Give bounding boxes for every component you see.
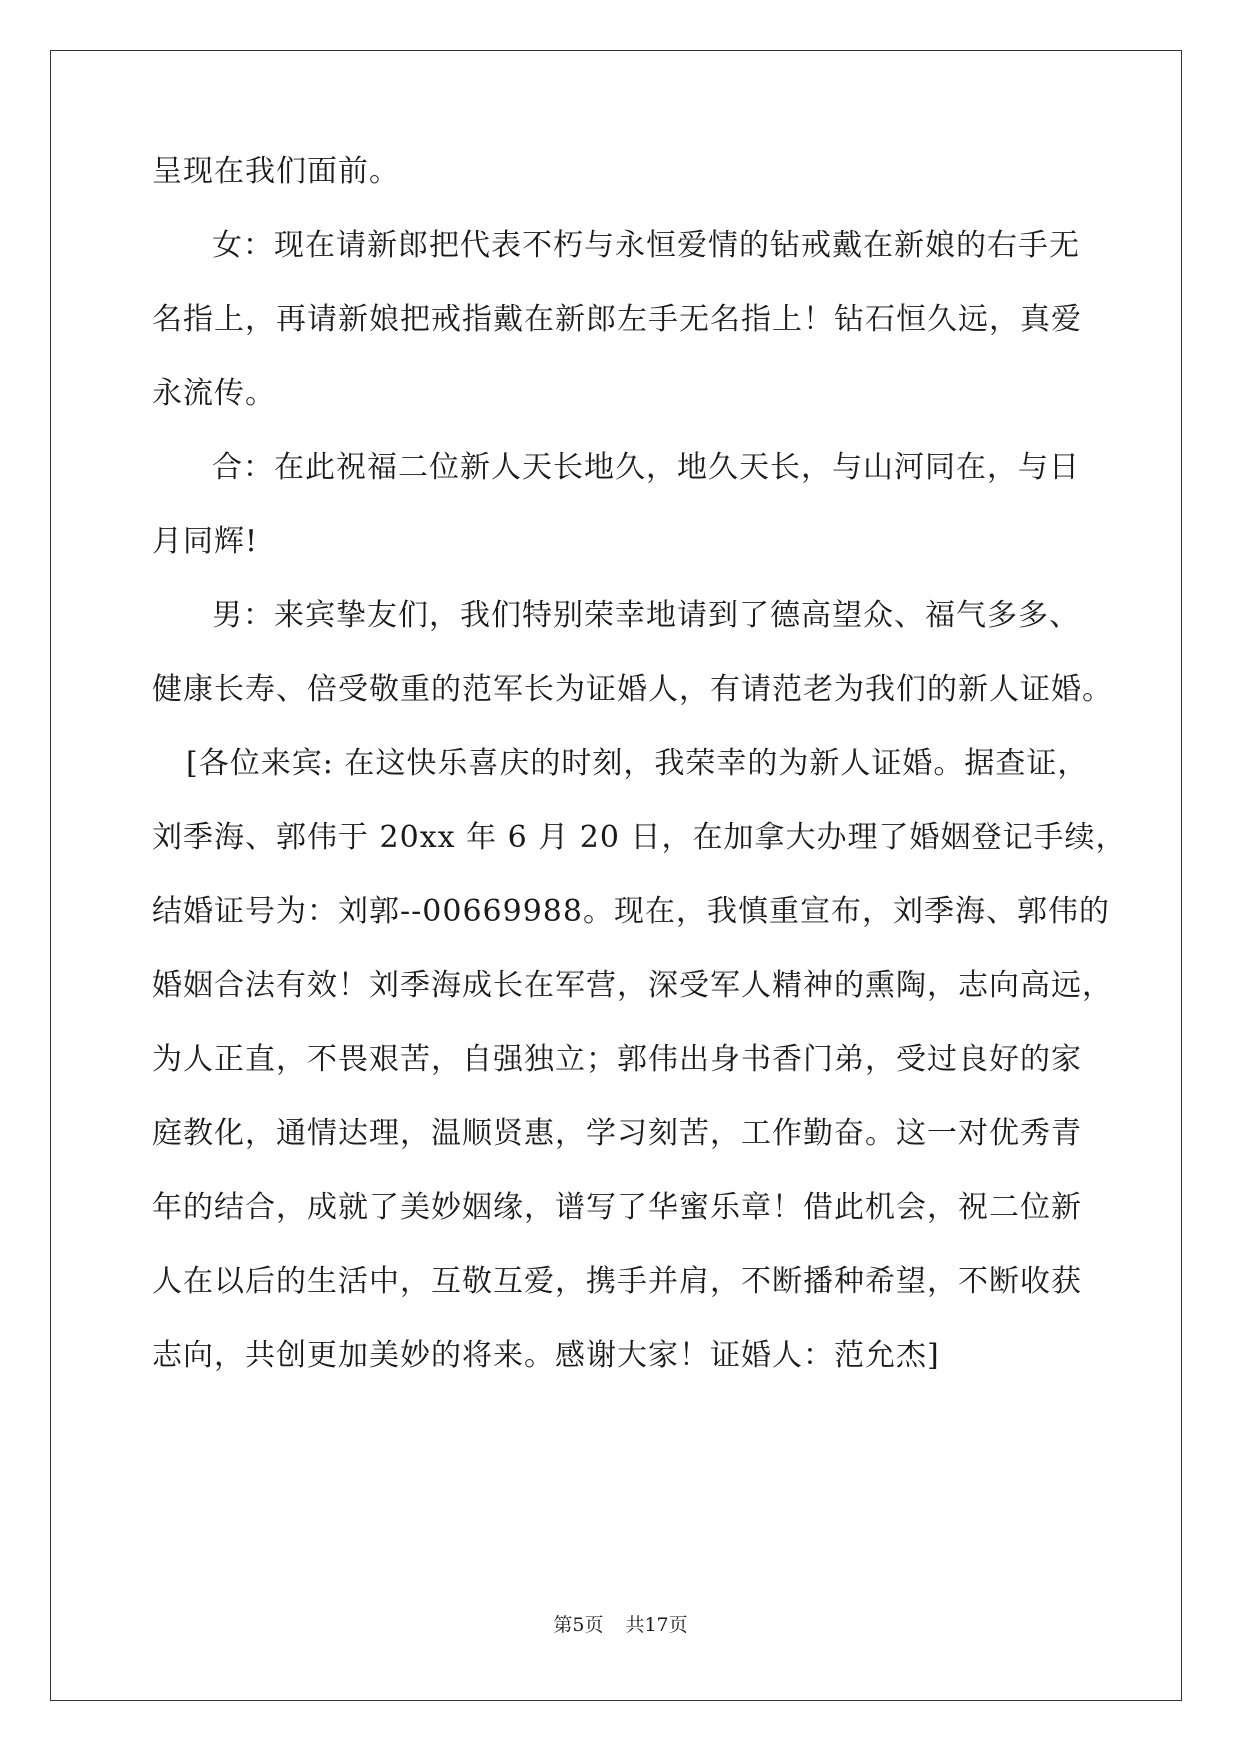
text-line: 永流传。 <box>152 376 276 411</box>
text-line: 合：在此祝福二位新人天长地久，地久天长，与山河同在，与日 <box>212 450 1080 485</box>
text-line: 刘季海、郭伟于 20xx 年 6 月 20 日，在加拿大办理了婚姻登记手续， <box>152 820 1127 855</box>
text-line: 婚姻合法有效！刘季海成长在军营，深受军人精神的熏陶，志向高远， <box>152 968 1113 1003</box>
page-border <box>50 50 1182 1701</box>
page-footer <box>0 1610 1241 1637</box>
text-line: 名指上，再请新娘把戒指戴在新郎左手无名指上！钻石恒久远，真爱 <box>152 302 1082 337</box>
text-line: 女：现在请新郎把代表不朽与永恒爱情的钻戒戴在新娘的右手无 <box>212 228 1080 263</box>
text-line: 结婚证号为：刘郭--00669988。现在，我慎重宣布，刘季海、郭伟的 <box>152 894 1110 929</box>
text-line: 健康长寿、倍受敬重的范军长为证婚人，有请范老为我们的新人证婚。 <box>152 672 1113 707</box>
text-line: 志向，共创更加美妙的将来。感谢大家！证婚人：范允杰] <box>152 1338 940 1373</box>
text-line: 男：来宾挚友们，我们特别荣幸地请到了德高望众、福气多多、 <box>212 598 1080 633</box>
text-line: 人在以后的生活中，互敬互爱，携手并肩，不断播种希望，不断收获 <box>152 1264 1082 1299</box>
text-line: 呈现在我们面前。 <box>152 154 400 189</box>
text-line: 庭教化，通情达理，温顺贤惠，学习刻苦，工作勤奋。这一对优秀青 <box>152 1116 1082 1151</box>
text-line: 月同辉! <box>152 524 259 559</box>
page-total: 共17页 <box>625 1614 688 1636</box>
text-line: 年的结合，成就了美妙姻缘，谱写了华蜜乐章！借此机会，祝二位新 <box>152 1190 1082 1225</box>
text-line: [各位来宾: 在这快乐喜庆的时刻，我荣幸的为新人证婚。据查证， <box>186 746 1089 781</box>
text-line: 为人正直，不畏艰苦，自强独立；郭伟出身书香门弟，受过良好的家 <box>152 1042 1082 1077</box>
page-number: 第5页 <box>553 1614 604 1636</box>
